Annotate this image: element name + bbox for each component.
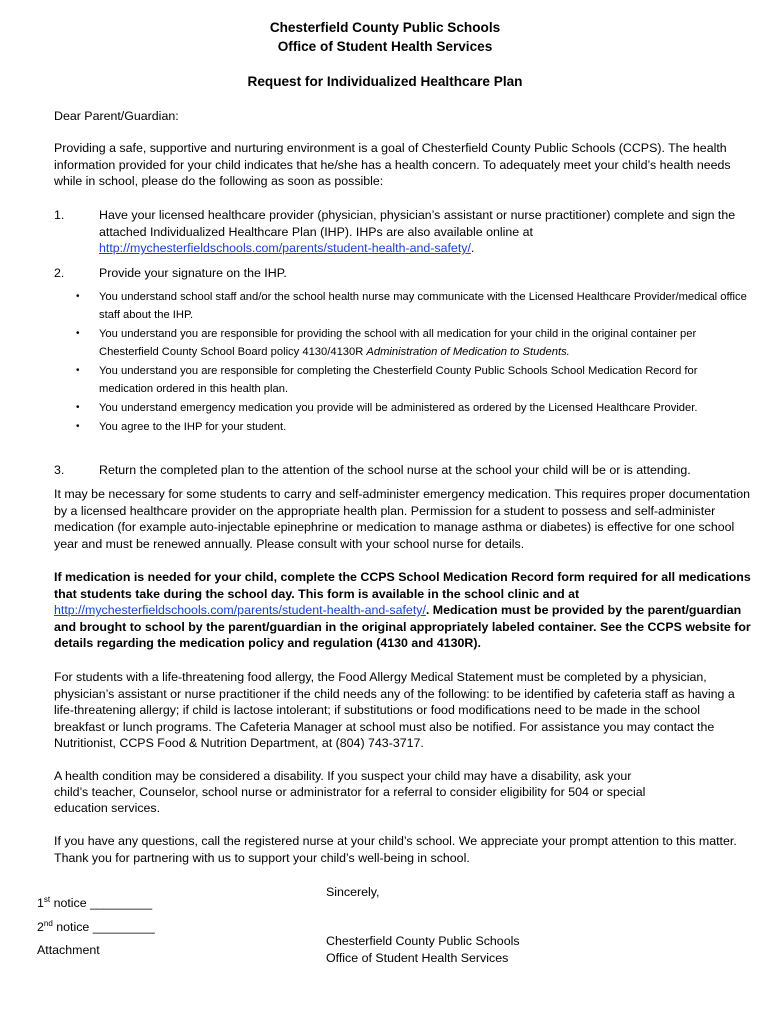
medication-paragraph: [54, 569, 754, 652]
health-safety-link[interactable]: http://mychesterfieldschools.com/parents/student-health-and-safety/: [99, 241, 471, 255]
step-2-text: Provide your signature on the IHP.: [99, 266, 287, 280]
bullet-icon: •: [76, 421, 80, 432]
bullet-item-communication: You understand school staff and/or the school health nurse may communicate with the Licensed Healthcare Provider/medical office staff about the IHP.: [99, 291, 747, 321]
disability-line-1: A health condition may be considered a disability. If you suspect your child may have a disability, ask your: [54, 769, 632, 783]
health-safety-link-2[interactable]: http://mychesterfieldschools.com/parents/student-health-and-safety/: [54, 603, 426, 617]
step-2-number: 2.: [54, 266, 65, 280]
step-1-number: 1.: [54, 208, 65, 222]
first-notice: [37, 892, 152, 912]
second-notice: [37, 916, 155, 936]
step-3-text: Return the completed plan to the attention of the school nurse at the school your child will be or is attending.: [99, 463, 691, 477]
header-org: Chesterfield County Public Schools: [269, 20, 501, 35]
bullet-icon: •: [76, 402, 80, 413]
policy-title: Administration of Medication to Students.: [366, 346, 570, 358]
page-title: Request for Individualized Healthcare Plan: [247, 74, 523, 89]
disability-line-2: child’s teacher, Counselor, school nurse or administrator for a referral to consider eligibility for 504 or special: [54, 785, 646, 799]
bullet-medication-text: You understand you are responsible for providing the school with all medication for your child in the original container per Chesterfield County School Board policy 4130/4130R: [99, 328, 697, 358]
food-allergy-paragraph: For students with a life-threatening food allergy, the Food Allergy Medical Statement must be completed by a physician, physician’s assistant or nurse practitioner if the child needs any of the following: to be identified by cafeteria staff as having a life-threatening allergy; if child is lactose intolerant; if substitutions or food modifications need to be made in the school breakfast or lunch programs. The Cafeteria Manager at school must also be notified. For assistance you may contact the Nutritionist, CCPS Food & Nutrition Department, at (804) 743-3717.: [54, 670, 735, 750]
bullet-item-medication: [99, 325, 749, 361]
step-1-body: Have your licensed healthcare provider (physician, physician’s assistant or nurse practitioner) complete and sign the attached Individualized Healthcare Plan (IHP). IHPs are also available online at: [99, 208, 736, 239]
bullet-icon: •: [76, 328, 80, 339]
signature-office: Office of Student Health Services: [326, 951, 509, 965]
bullet-item-agree: You agree to the IHP for your student.: [99, 421, 287, 433]
self-administer-paragraph: It may be necessary for some students to carry and self-administer emergency medication. This requires proper documentation by a licensed healthcare provider on the appropriate health plan. Permission for a student to possess and self-administer medication (for example auto-injectable epinephrine or medication to manage asthma or diabetes) is effective for one school year and must be renewed annually. Please consult with your school nurse for details.: [54, 487, 751, 551]
medication-text: If medication is needed for your child, complete the CCPS School Medication Record form required for all medications that students take during the school day. This form is available in the school clinic and at: [54, 570, 751, 601]
second-notice-suffix: nd: [43, 919, 53, 928]
bullet-item-medication-record: You understand you are responsible for completing the Chesterfield County Public Schools School Medication Record for medication ordered in this health plan.: [99, 365, 698, 395]
first-notice-label: notice _________: [50, 896, 153, 911]
intro-paragraph: Providing a safe, supportive and nurturing environment is a goal of Chesterfield County Public Schools (CCPS). The health information provided for your child indicates that he/she has a health concern. To adequately meet your child’s health needs while in school, please do the following as soon as possible:: [54, 141, 731, 188]
salutation: Dear Parent/Guardian:: [54, 109, 179, 123]
second-notice-number: 2: [37, 920, 44, 935]
step-3-number: 3.: [54, 463, 65, 477]
sincerely: Sincerely,: [326, 885, 380, 899]
bullet-icon: •: [76, 365, 80, 376]
closing-paragraph: If you have any questions, call the registered nurse at your child’s school. We appreciate your prompt attention to this matter. Thank you for partnering with us to support your child’s well-being in school.: [54, 834, 737, 865]
bullet-item-emergency: You understand emergency medication you provide will be administered as ordered by the Licensed Healthcare Provider.: [99, 402, 698, 414]
first-notice-number: 1: [37, 896, 44, 911]
second-notice-label: notice _________: [52, 920, 155, 935]
step-1-text: [99, 207, 749, 257]
step-1-end: .: [470, 241, 475, 255]
signature-org: Chesterfield County Public Schools: [326, 934, 520, 948]
header-office: Office of Student Health Services: [277, 39, 493, 54]
medication-text-rest: . Medication must be provided by the parent/guardian and brought to school by the parent/guardian in the original appropriately labeled container. See the CCPS website for details regarding the medication policy and regulation (4130 and 4130R).: [54, 603, 751, 650]
first-notice-suffix: st: [43, 895, 51, 904]
bullet-icon: •: [76, 291, 80, 302]
disability-line-3: education services.: [54, 801, 161, 815]
attachment-label: Attachment: [37, 943, 100, 957]
